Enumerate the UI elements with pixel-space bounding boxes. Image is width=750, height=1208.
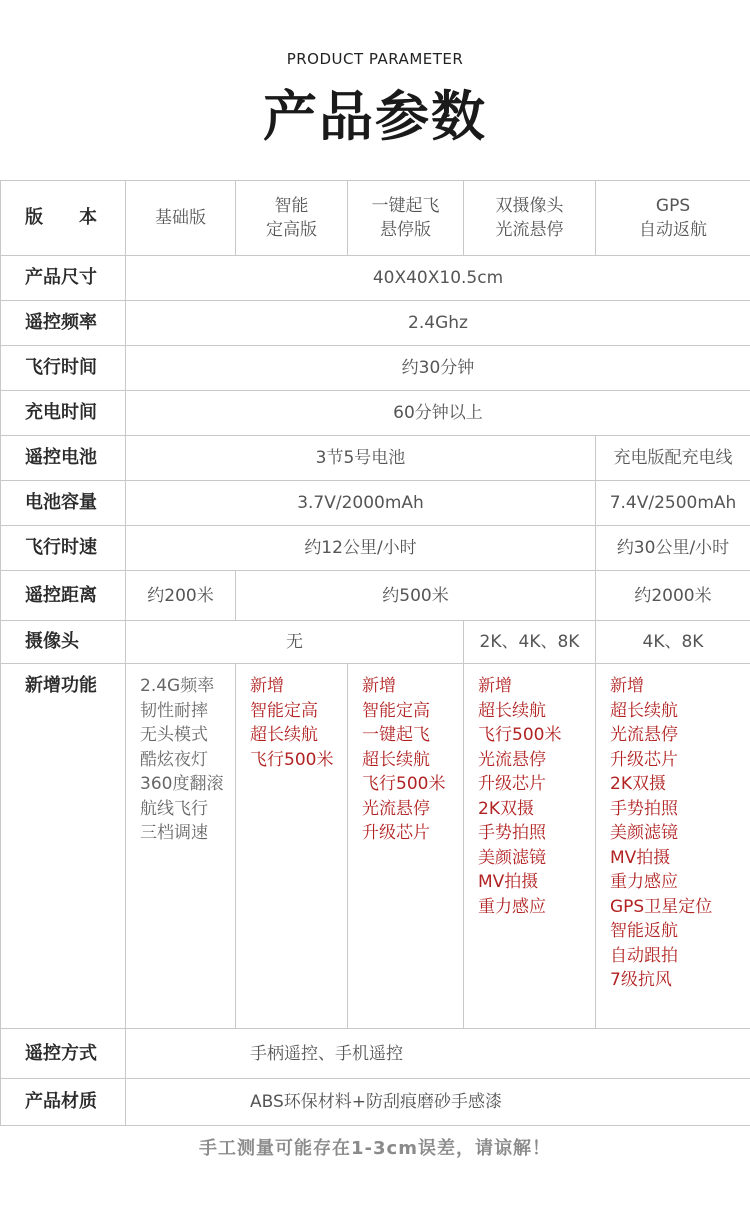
features-takeoff — [348, 664, 464, 1029]
measurement-note: 手工测量可能存在1-3cm误差，请谅解！ — [199, 1138, 551, 1159]
value-distance-basic: 约200米 — [126, 571, 236, 621]
features-basic — [126, 664, 236, 1029]
page-subtitle: PRODUCT PARAMETER — [286, 50, 464, 68]
feature-item: 光流悬停 — [478, 749, 546, 770]
version-basic: 基础版 — [126, 181, 236, 256]
row-distance — [1, 571, 750, 621]
feature-item: 美颜滤镜 — [610, 823, 678, 843]
feature-item: 7级抗风 — [610, 970, 672, 990]
row-battery — [1, 436, 750, 481]
feature-item: 智能返航 — [610, 921, 678, 941]
row-frequency — [1, 301, 750, 346]
feature-item: 超长续航 — [362, 749, 430, 770]
label-flight-time: 飞行时间 — [1, 346, 126, 391]
row-camera — [1, 621, 750, 664]
feature-item: 智能定高 — [250, 700, 318, 721]
row-charge-time — [1, 391, 750, 436]
value-distance-mid: 约500米 — [236, 571, 596, 621]
row-speed — [1, 526, 750, 571]
label-material: 产品材质 — [1, 1079, 126, 1126]
value-camera-none: 无 — [126, 621, 464, 664]
feature-item: 三档调速 — [140, 823, 208, 843]
feature-item: 韧性耐摔 — [140, 700, 208, 721]
feature-item: 2.4G频率 — [140, 676, 215, 696]
page-title: 产品参数 — [263, 85, 487, 148]
label-charge-time: 充电时间 — [1, 391, 126, 436]
feature-item: 一键起飞 — [362, 725, 430, 745]
row-flight-time — [1, 346, 750, 391]
feature-item: 重力感应 — [478, 896, 546, 917]
feature-item: 升级芯片 — [478, 774, 546, 794]
feature-item: 升级芯片 — [610, 749, 678, 770]
feature-item: 360度翻滚 — [140, 774, 224, 794]
value-battery-standard: 3节5号电池 — [126, 436, 596, 481]
feature-item: 重力感应 — [610, 872, 678, 892]
label-battery: 遥控电池 — [1, 436, 126, 481]
value-speed-standard: 约12公里/小时 — [126, 526, 596, 571]
value-size: 40X40X10.5cm — [126, 256, 750, 301]
label-size: 产品尺寸 — [1, 256, 126, 301]
feature-item: 超长续航 — [478, 700, 546, 721]
label-camera: 摄像头 — [1, 621, 126, 664]
value-capacity-standard: 3.7V/2000mAh — [126, 481, 596, 526]
feature-item: MV拍摄 — [610, 847, 671, 868]
feature-item: 新增 — [478, 676, 512, 696]
feature-item: 光流悬停 — [610, 725, 678, 745]
value-camera-gps: 4K、8K — [596, 621, 750, 664]
feature-item: 超长续航 — [250, 725, 318, 745]
version-altitude: 智能 定高版 — [236, 181, 348, 256]
label-distance: 遥控距离 — [1, 571, 126, 621]
feature-item: 手势拍照 — [478, 823, 546, 843]
feature-item: 手势拍照 — [610, 798, 678, 819]
label-control: 遥控方式 — [1, 1029, 126, 1079]
features-dual-camera — [464, 664, 596, 1029]
value-material: ABS环保材料+防刮痕磨砂手感漆 — [126, 1079, 750, 1126]
value-control: 手柄遥控、手机遥控 — [126, 1029, 750, 1079]
feature-item: 2K双摄 — [478, 798, 534, 819]
version-gps: GPS 自动返航 — [596, 181, 750, 256]
feature-item: 2K双摄 — [610, 774, 666, 794]
value-frequency: 2.4Ghz — [126, 301, 750, 346]
feature-item: 新增 — [610, 676, 644, 696]
row-capacity — [1, 481, 750, 526]
value-distance-gps: 约2000米 — [596, 571, 750, 621]
version-takeoff: 一键起飞 悬停版 — [348, 181, 464, 256]
feature-item: MV拍摄 — [478, 872, 539, 892]
label-version: 版 本 — [1, 181, 126, 256]
feature-item: 酷炫夜灯 — [140, 749, 208, 770]
features-gps — [596, 664, 750, 1029]
parameter-table — [0, 180, 750, 1126]
value-charge-time: 60分钟以上 — [126, 391, 750, 436]
feature-item: 升级芯片 — [362, 823, 430, 843]
feature-item: 飞行500米 — [250, 749, 334, 770]
feature-item: 智能定高 — [362, 700, 430, 721]
row-material — [1, 1079, 750, 1126]
feature-item: 航线飞行 — [140, 798, 208, 819]
feature-item: 无头模式 — [140, 725, 208, 745]
row-version — [1, 181, 750, 256]
row-control — [1, 1029, 750, 1079]
label-features: 新增功能 — [1, 664, 126, 1029]
label-capacity: 电池容量 — [1, 481, 126, 526]
value-speed-gps: 约30公里/小时 — [596, 526, 750, 571]
feature-item: 光流悬停 — [362, 798, 430, 819]
row-size — [1, 256, 750, 301]
label-frequency: 遥控频率 — [1, 301, 126, 346]
feature-item: 飞行500米 — [362, 774, 446, 794]
feature-item: 新增 — [250, 676, 284, 696]
value-capacity-gps: 7.4V/2500mAh — [596, 481, 750, 526]
feature-item: 新增 — [362, 676, 396, 696]
feature-item: 自动跟拍 — [610, 945, 678, 966]
value-flight-time: 约30分钟 — [126, 346, 750, 391]
row-features — [1, 664, 750, 1029]
value-camera-dual: 2K、4K、8K — [464, 621, 596, 664]
feature-item: GPS卫星定位 — [610, 896, 713, 917]
feature-item: 美颜滤镜 — [478, 847, 546, 868]
features-altitude — [236, 664, 348, 1029]
feature-item: 超长续航 — [610, 700, 678, 721]
label-speed: 飞行时速 — [1, 526, 126, 571]
feature-item: 飞行500米 — [478, 725, 562, 745]
version-dual-camera: 双摄像头 光流悬停 — [464, 181, 596, 256]
value-battery-gps: 充电版配充电线 — [596, 436, 750, 481]
